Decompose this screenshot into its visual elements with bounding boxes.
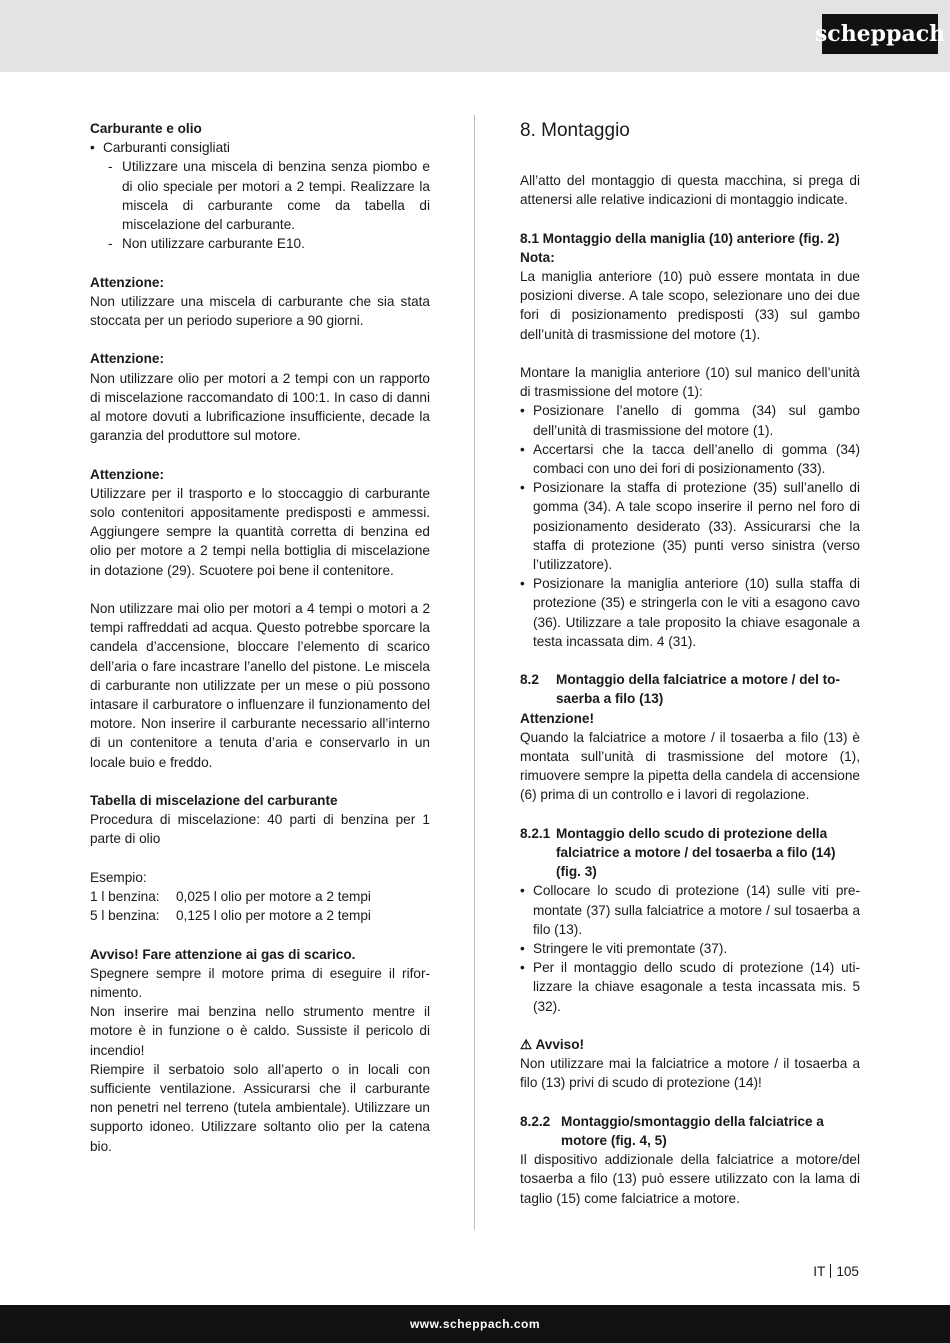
step-item: • Stringere le viti premontate (37). <box>520 939 860 958</box>
fuel-dash-item: - Utilizzare una miscela di benzina senza piombo e di olio speciale per motori a 2 tempi. Realizzare la miscela di carburante come da tabella di miscelazione del carburante. <box>122 157 430 234</box>
exhaust-warning-title: Avviso! Fare attenzione ai gas di scarico. <box>90 946 356 962</box>
intro-text: All’atto del montaggio di questa macchina, si prega di attenersi alle relative indicazioni di montaggio indicate. <box>520 173 860 208</box>
section-8-2-2-text: Il dispositivo addizionale della falciatrice a motore/del tosaerba a filo (13) può essere utilizzato con la lama di taglio (15) come falciatrice a motore. <box>520 1152 860 1206</box>
attention-title: Attenzione! <box>520 710 595 726</box>
mix-row: 5 l benzina: 0,125 l olio per motore a 2 tempi <box>90 908 371 924</box>
warning-text: Spegnere sempre il motore prima di eseguire il rifornimento. <box>90 965 430 1001</box>
section-8-2-title: 8.2 Montaggio della falciatrice a motore / del tosaerba a filo (13) <box>520 672 841 707</box>
attention-text: Non utilizzare olio per motori a 2 tempi con un rapporto di miscelazione raccomandato di 100:1. In caso di danni al motore dovuti a lubrificazione insufficiente, decade la garanzia del produttore sul motore. <box>90 370 430 444</box>
step-item: • Posizionare l’anello di gomma (34) sul gambo dell’unità di trasmissione del motore (1). <box>520 401 860 439</box>
note-title: Nota: <box>520 249 555 265</box>
page-number: IT 105 <box>813 1264 859 1279</box>
warning-text: Riempire il serbatoio solo all’aperto o in locali con sufficiente ventilazione. Assicurarsi che il carburante non penetri nel terreno (tutela ambientale). Utilizzare un supporto idoneo. Utilizzare soltanto olio per la catena bio. <box>90 1061 430 1154</box>
mix-procedure: Procedura di miscelazione: 40 parti di benzina per 1 parte di olio <box>90 812 430 847</box>
warning-title: ⚠ Avviso! <box>520 1037 585 1053</box>
step-item: • Per il montaggio dello scudo di protezione (14) utilizzare la chiave esagonale a testa incassata mis. 5 (32). <box>520 958 860 1016</box>
attention-title: Attenzione: <box>90 466 165 482</box>
attention-title: Attenzione: <box>90 274 165 290</box>
attention-title: Attenzione: <box>90 351 165 367</box>
page-header <box>0 0 950 72</box>
right-column <box>520 119 860 1208</box>
example-label: Esempio: <box>90 869 147 885</box>
section-8-2-1-title: 8.2.1 Montaggio dello scudo di protezione della falciatrice a motore / del tosaerba a filo (14) (fig. 3) <box>520 825 836 880</box>
fuel-list <box>90 138 430 157</box>
attention-text: Utilizzare per il trasporto e lo stoccaggio di carburante solo contenitori appositamente predisposti e ammessi. Aggiungere sempre la quantità corretta di benzina ed olio per motore a 2 tempi nella bottiglia di miscelazione in dotazione (29). Scuotere poi bene il contenitore. <box>90 485 430 578</box>
fuel-title: Carburante e olio <box>90 121 202 136</box>
scheppach-logo: scheppach <box>822 14 938 54</box>
step-item: • Posizionare la staffa di protezione (35) sull’anello di gomma (34). A tale scopo inserire il perno nel foro di posizionamento desiderato (33). Assicurarsi che la staffa di protezione (35) punti verso sinistra (verso l’utilizzatore). <box>520 478 860 574</box>
fuel-bullet: • Carburanti consigliati <box>90 138 430 157</box>
attention-text: Quando la falciatrice a motore / il tosaerba a filo (13) è montata sull’unità di trasmissione del motore (1), rimuovere sempre la pipetta della candela di accensione (6) prima di un controllo e i lavori di regolazione. <box>520 729 860 803</box>
step-item: • Collocare lo scudo di protezione (14) sulle viti premontate (37) sulla falciatrice a motore / sul tosaerba a filo (13). <box>520 881 860 939</box>
step-item: • Posizionare la maniglia anteriore (10) sulla staffa di protezione (35) e stringerla con le viti a esagono cavo (36). Utilizzare a tale proposito la chiave esagonale a testa incassata dim. 4 (31). <box>520 574 860 651</box>
mix-table-title: Tabella di miscelazione del carburante <box>90 793 338 809</box>
step-item: • Accertarsi che la tacca dell’anello di gomma (34) combaci con uno dei fori di posizionamento (33). <box>520 440 860 478</box>
warning-text: Non utilizzare mai la falciatrice a motore / il tosaerba a filo (13) privi di scudo di protezione (14)! <box>520 1056 860 1091</box>
oil-paragraph: Non utilizzare mai olio per motori a 4 tempi o motori a 2 tempi raffreddati ad acqua. Questo potrebbe sporcare la candela d’accensione, bloccare l’elemento di scarico dell’aria o fare incastrare l’anello del pistone. Le miscela di carburante non utilizzate per un mese o più possono intasare il carburatore o influenzare il funzionamento del motore. Non inserire il carburante necessario all’interno di un contenitore a tenuta d’aria e conservarlo in un locale buio e freddo. <box>90 601 430 770</box>
section-8-2-2-title: 8.2.2 Montaggio/smontaggio della falciatrice a motore (fig. 4, 5) <box>520 1113 824 1149</box>
guard-steps <box>520 881 860 1015</box>
left-column <box>90 119 430 1156</box>
section-heading: 8. Montaggio <box>520 120 630 141</box>
fuel-dash-item: - Non utilizzare carburante E10. <box>122 234 430 253</box>
section-8-1-title: 8.1 Montaggio della maniglia (10) anteriore (fig. 2) <box>520 230 840 246</box>
footer-bar <box>0 1305 950 1343</box>
fuel-dash-list <box>90 157 430 253</box>
mix-row: 1 l benzina: 0,025 l olio per motore a 2 tempi <box>90 889 371 905</box>
note-text: La maniglia anteriore (10) può essere montata in due posizioni diverse. A tale scopo, selezionare uno dei due fori di posizionamento predisposti (33) sul gambo dell’unità di trasmissione del motore (1). <box>520 269 860 342</box>
warning-text: Non inserire mai benzina nello strumento mentre il motore è in funzione o è caldo. Sussiste il pericolo di incendio! <box>90 1004 430 1058</box>
attention-text: Non utilizzare una miscela di carburante che sia stata stoccata per un periodo superiore a 90 giorni. <box>90 293 430 329</box>
website-link[interactable]: www.scheppach.com <box>409 1317 541 1331</box>
handle-steps <box>520 401 860 651</box>
mount-intro: Montare la maniglia anteriore (10) sul manico dell’unità di trasmissione del motore (1): <box>520 365 860 400</box>
column-divider <box>474 115 475 1230</box>
